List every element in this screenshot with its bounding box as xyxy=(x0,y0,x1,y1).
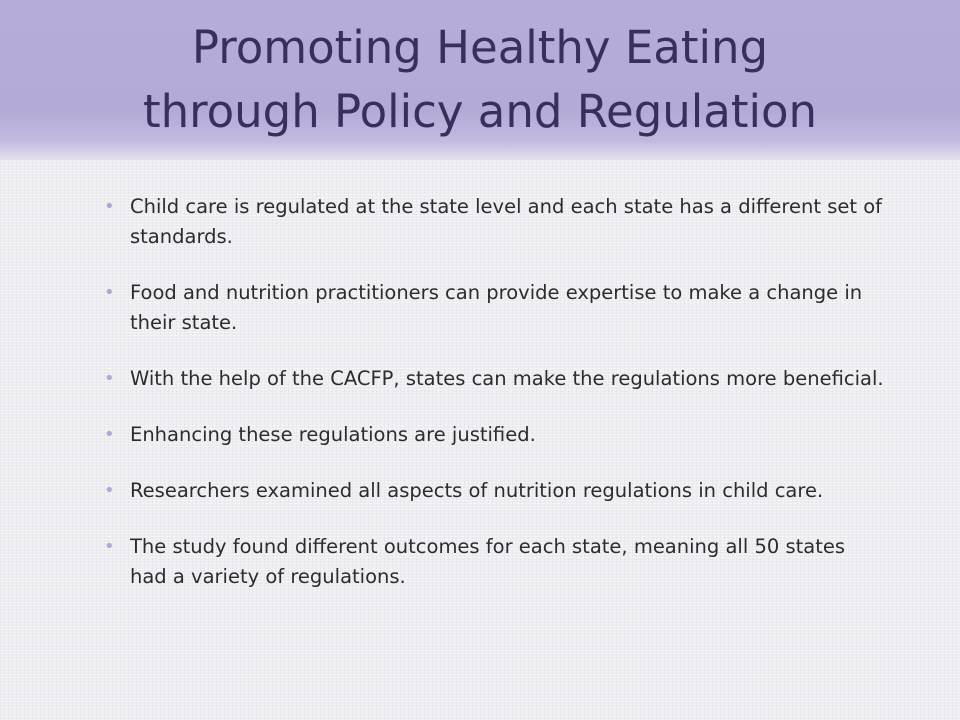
slide-title-line-2: through Policy and Regulation xyxy=(142,85,818,138)
bullet-item xyxy=(104,476,884,506)
bullet-item xyxy=(104,420,884,450)
bullet-item xyxy=(104,192,884,252)
bullet-dot-icon: • xyxy=(104,196,115,217)
bullet-dot-icon: • xyxy=(104,480,115,501)
bullet-text: With the help of the CACFP, states can make the regulations more beneficial. xyxy=(130,367,884,390)
bullet-text: The study found different outcomes for each state, meaning all 50 states had a variety of regulations. xyxy=(130,535,846,588)
bullet-text: Food and nutrition practitioners can provide expertise to make a change in their state. xyxy=(130,281,863,334)
bullet-dot-icon: • xyxy=(104,368,115,389)
bullet-text: Researchers examined all aspects of nutrition regulations in child care. xyxy=(130,479,824,502)
bullet-item xyxy=(104,278,884,338)
bullet-text: Enhancing these regulations are justified. xyxy=(130,423,536,446)
slide-title-line-1: Promoting Healthy Eating xyxy=(191,21,769,74)
bullet-text: Child care is regulated at the state level and each state has a different set of standards. xyxy=(130,195,883,248)
bullet-dot-icon: • xyxy=(104,282,115,303)
bullet-item xyxy=(104,364,884,394)
bullet-dot-icon: • xyxy=(104,424,115,445)
bullet-item xyxy=(104,532,884,592)
slide-title xyxy=(60,16,900,144)
bullet-dot-icon: • xyxy=(104,536,115,557)
bullet-list xyxy=(104,192,884,618)
